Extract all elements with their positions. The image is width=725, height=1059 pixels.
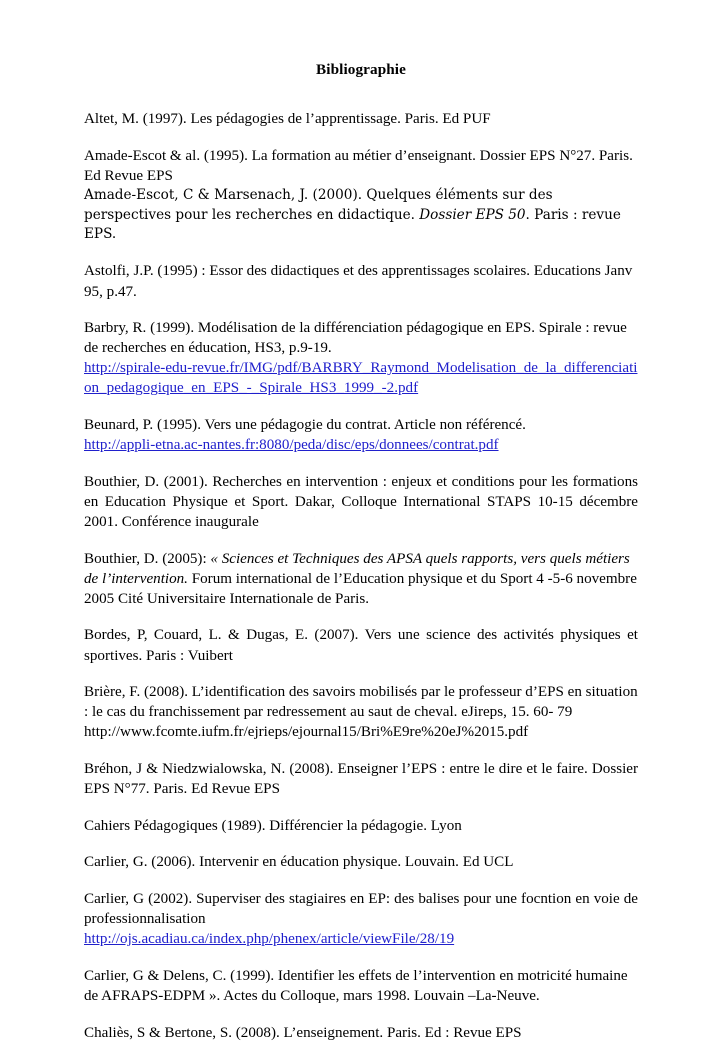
bibliography-entry-bouthier-2005	[84, 549, 638, 609]
entry-text-lead: Amade-Escot, C & Marsenach, J. (2000). Quelques éléments sur des perspectives pour les recherches en didactique.	[84, 186, 553, 223]
entry-text-lead: Bouthier, D. (2005):	[84, 550, 211, 567]
link-beunard-pdf[interactable]: http://appli-etna.ac-nantes.fr:8080/peda/disc/eps/donnees/contrat.pdf	[84, 437, 499, 454]
bibliography-entry-briere: Brière, F. (2008). L’identification des savoirs mobilisés par le professeur d’EPS en situation : le cas du franchissement par redressement au saut de cheval. eJireps, 15. 60- 79	[84, 684, 638, 721]
bibliography-entry-beunard-url-wrap	[84, 435, 638, 455]
bibliography-entry-cahiers-pedagogiques: Cahiers Pédagogiques (1989). Différencier la pédagogie. Lyon	[84, 817, 462, 834]
link-barbry-pdf[interactable]: http://spirale-edu-revue.fr/IMG/pdf/BARBRY_Raymond_Modelisation_de_la_differenciation_pedagogique_en_EPS_-_Spirale_HS3_1999_-2.pdf	[84, 360, 638, 397]
bibliography-entry-beunard: Beunard, P. (1995). Vers une pédagogie du contrat. Article non référencé.	[84, 417, 526, 434]
entry-journal-title: Dossier EPS 50	[419, 206, 526, 223]
url-briere-pdf: http://www.fcomte.iufm.fr/ejrieps/ejournal15/Bri%E9re%20eJ%2015.pdf	[84, 724, 529, 741]
bibliography-entry-carlier-2002: Carlier, G (2002). Superviser des stagiaires en EP: des balises pour une focntion en voie de professionnalisation	[84, 890, 638, 928]
entry-text-tail: . Paris : revue EPS.	[84, 206, 621, 243]
bibliography-entry-amade-escot-1995: Amade-Escot & al. (1995). La formation au métier d’enseignant. Dossier EPS N°27. Paris. Ed Revue EPS	[84, 147, 633, 184]
bibliography-entry-amade-escot-2000	[84, 186, 638, 245]
bibliography-entry-carlier-2002-url-wrap	[84, 929, 638, 949]
page-title: Bibliographie	[316, 61, 406, 78]
bibliography-entry-barbry: Barbry, R. (1999). Modélisation de la différenciation pédagogique en EPS. Spirale : revue de recherches en éducation, HS3, p.9-19.	[84, 320, 627, 357]
link-carlier-phenex[interactable]: http://ojs.acadiau.ca/index.php/phenex/article/viewFile/28/19	[84, 931, 455, 948]
entry-quoted-title: « Sciences et Techniques des APSA quels rapports, vers quels métiers de l’intervention.	[84, 550, 630, 587]
bibliography-entry-carlier-delens: Carlier, G & Delens, C. (1999). Identifier les effets de l’intervention en motricité humaine de AFRAPS-EDPM ». Actes du Colloque, mars 1998. Louvain –La-Neuve.	[84, 967, 628, 1004]
bibliography-entry-barbry-url-wrap	[84, 358, 638, 398]
bibliography-entry-carlier-2006: Carlier, G. (2006). Intervenir en éducation physique. Louvain. Ed UCL	[84, 854, 514, 871]
bibliography-entry-chalies: Chaliès, S & Bertone, S. (2008). L’enseignement. Paris. Ed : Revue EPS	[84, 1024, 522, 1041]
entry-text-tail: Forum international de l’Education physique et du Sport 4 -5-6 novembre 2005 Cité Universitaire Internationale de Paris.	[84, 570, 637, 607]
bibliography-entry-briere-url-wrap	[84, 722, 638, 742]
bibliography-entry-brehon: Bréhon, J & Niedzwialowska, N. (2008). Enseigner l’EPS : entre le dire et le faire. Dossier EPS N°77. Paris. Ed Revue EPS	[84, 761, 638, 798]
bibliography-entry-astolfi: Astolfi, J.P. (1995) : Essor des didactiques et des apprentissages scolaires. Educations Janv 95, p.47.	[84, 263, 633, 300]
bibliography-entry-bouthier-2001: Bouthier, D. (2001). Recherches en intervention : enjeux et conditions pour les formations en Education Physique et Sport. Dakar, Colloque International STAPS 10-15 décembre 2001. Conférence inaugurale	[84, 473, 638, 531]
bibliography-entry-altet: Altet, M. (1997). Les pédagogies de l’apprentissage. Paris. Ed PUF	[84, 111, 491, 127]
bibliography-content	[84, 60, 638, 1059]
bibliography-entry-bordes: Bordes, P, Couard, L. & Dugas, E. (2007). Vers une science des activités physiques et sportives. Paris : Vuibert	[84, 627, 638, 664]
